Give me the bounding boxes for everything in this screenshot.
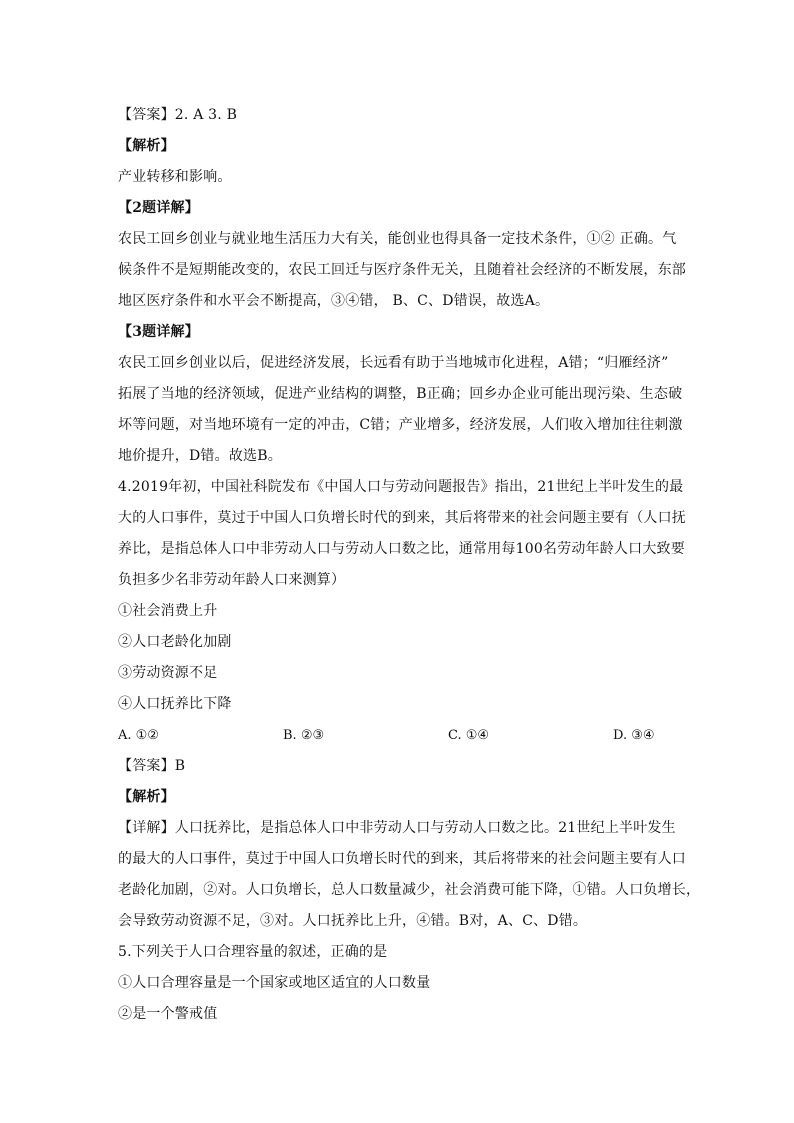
- q4-stem-line: 养比，是指总体人口中非劳动人口与劳动人口数之比，通常用每100名劳动年龄人口大致要: [118, 541, 685, 557]
- q3-detail-line: 地价提升，D错。故选B。: [118, 448, 282, 464]
- analysis-text: 产业转移和影响。: [118, 169, 232, 185]
- q4-option-c: C. ①④: [448, 728, 490, 743]
- q4-option-d: D. ③④: [613, 728, 655, 743]
- q3-detail-line: 拓展了当地的经济领域，促进产业结构的调整，B正确；回乡办企业可能出现污染、生态破: [118, 386, 683, 402]
- q2-detail-line: 农民工回乡创业与就业地生活压力大有关，能创业也得具备一定技术条件，①② 正确。气: [118, 231, 677, 247]
- q2-detail-line: 地区医疗条件和水平会不断提高，③④错， B、C、D错误，故选A。: [118, 293, 550, 309]
- q4-answer: 【答案】B: [118, 758, 186, 774]
- q3-detail-label: 【3题详解】: [118, 324, 199, 340]
- q4-stem-line: 4.2019年初，中国社科院发布《中国人口与劳动问题报告》指出，21世纪上半叶发生的最: [118, 479, 684, 495]
- q2-detail-label: 【2题详解】: [118, 200, 199, 216]
- q5-item: ②是一个警戒值: [118, 1006, 218, 1022]
- q4-detail-line: 【详解】人口抚养比，是指总体人口中非劳动人口与劳动人口数之比。21世纪上半叶发生: [118, 820, 676, 836]
- q4-item: ③劳动资源不足: [118, 665, 218, 681]
- q4-option-a: A. ①②: [118, 728, 159, 743]
- q4-item: ①社会消费上升: [118, 603, 218, 619]
- q4-options: [118, 720, 678, 751]
- q4-detail-line: 老龄化加剧，②对。人口负增长，总人口数量减少，社会消费可能下降，①错。人口负增长，: [118, 882, 701, 898]
- q5-item: ①人口合理容量是一个国家或地区适宜的人口数量: [118, 975, 431, 991]
- analysis-label: 【解析】: [118, 789, 175, 805]
- document-content: [118, 100, 701, 1030]
- q3-detail-line: 农民工回乡创业以后，促进经济发展，长远看有助于当地城市化进程，A错；“归雁经济”: [118, 355, 669, 371]
- q4-item: ④人口抚养比下降: [118, 696, 232, 712]
- q4-detail-line: 会导致劳动资源不足，③对。人口抚养比上升，④错。B对，A、C、D错。: [118, 913, 588, 929]
- q4-detail-line: 的最大的人口事件，莫过于中国人口负增长时代的到来，其后将带来的社会问题主要有人口: [118, 851, 686, 867]
- analysis-label: 【解析】: [118, 138, 175, 154]
- q2-detail-line: 候条件不是短期能改变的，农民工回迁与医疗条件无关，且随着社会经济的不断发展，东部: [118, 262, 686, 278]
- q5-stem: 5.下列关于人口合理容量的叙述，正确的是: [118, 944, 388, 960]
- q4-stem-line: 大的人口事件，莫过于中国人口负增长时代的到来，其后将带来的社会问题主要有（人口抚: [118, 510, 686, 526]
- q4-item: ②人口老龄化加剧: [118, 634, 232, 650]
- q4-stem-line: 负担多少名非劳动年龄人口来测算）: [118, 572, 346, 588]
- q3-detail-line: 坏等问题，对当地环境有一定的冲击，C错；产业增多，经济发展，人们收入增加往往刺激: [118, 417, 683, 433]
- q4-option-b: B. ②③: [283, 728, 325, 743]
- answer-q2-q3: 【答案】2. A 3. B: [118, 107, 238, 123]
